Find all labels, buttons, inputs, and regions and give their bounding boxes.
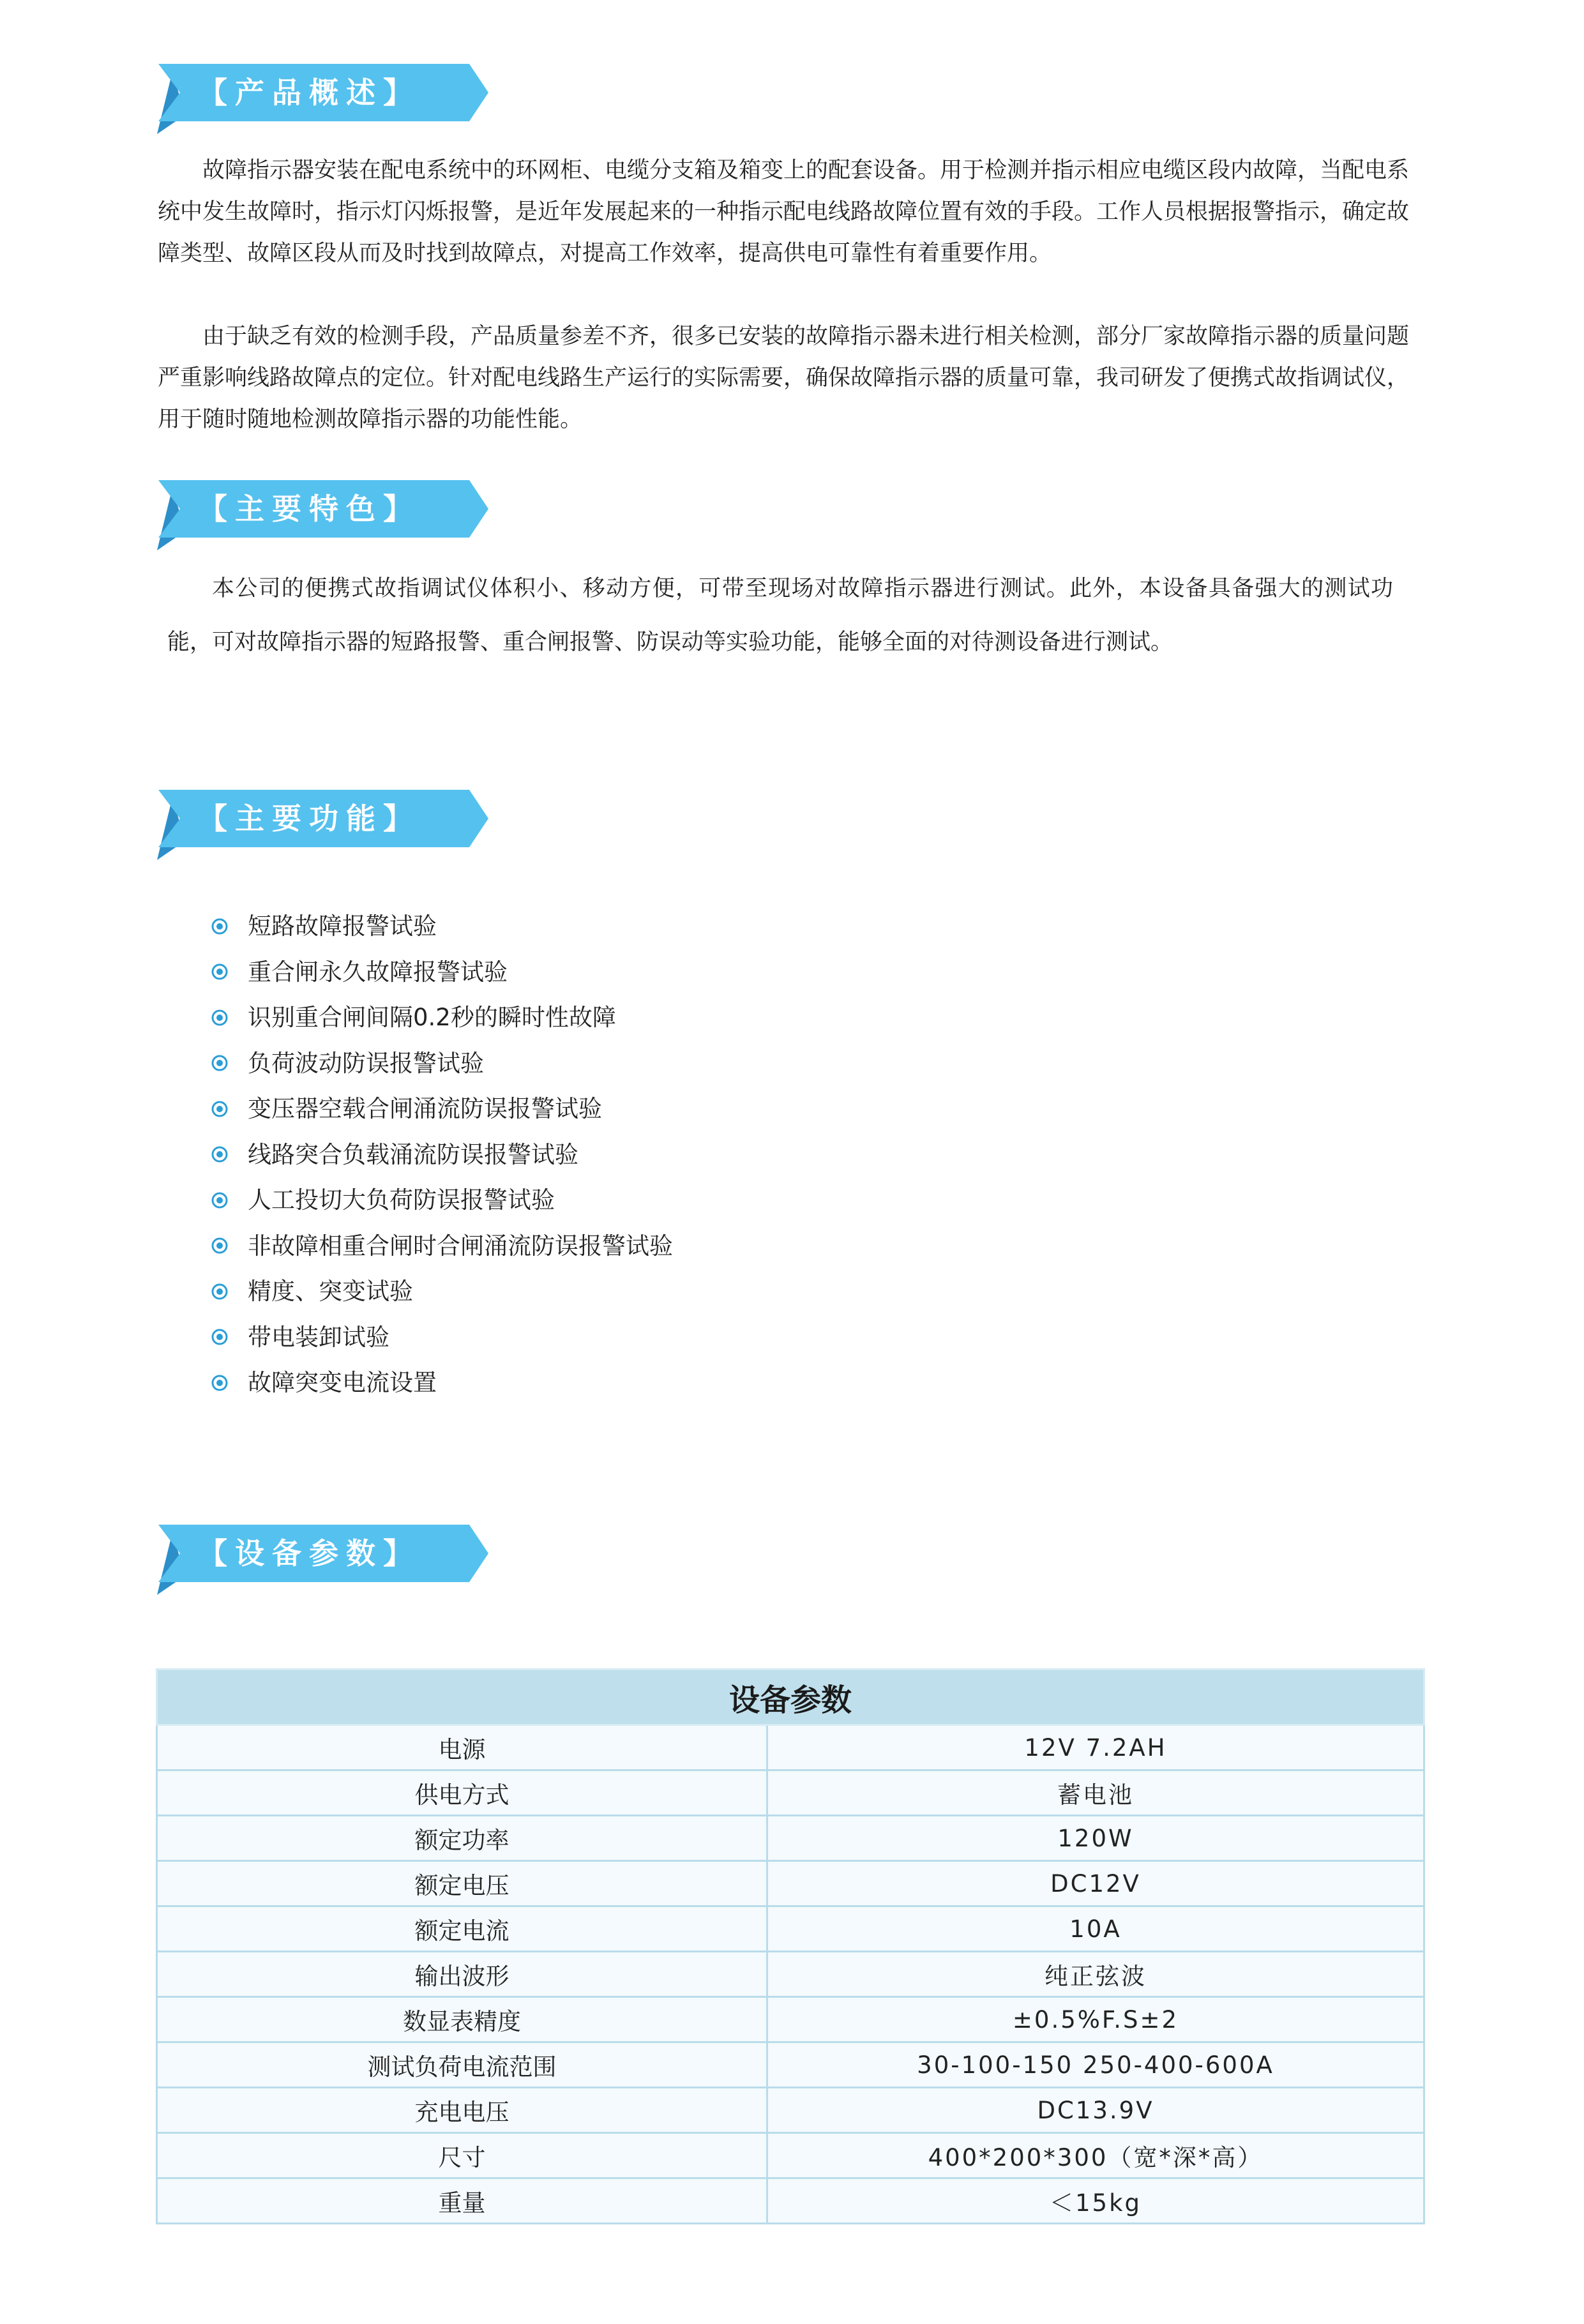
table-row — [157, 1997, 1424, 2042]
list-item — [211, 995, 673, 1041]
list-item — [211, 949, 673, 995]
section-header-features — [134, 480, 492, 550]
param-value-cell: 400*200*300（宽*深*高） — [767, 2133, 1424, 2178]
param-name-cell: 测试负荷电流范围 — [157, 2042, 767, 2088]
list-item-label: 短路故障报警试验 — [248, 912, 437, 940]
table-row — [157, 2042, 1424, 2088]
section-header-overview — [134, 64, 492, 134]
param-name-cell: 数显表精度 — [157, 1997, 767, 2042]
table-row — [157, 1952, 1424, 1997]
param-value-cell: DC12V — [767, 1861, 1424, 1906]
param-value-cell: 10A — [767, 1906, 1424, 1952]
overview-paragraph-2: 由于缺乏有效的检测手段，产品质量参差不齐，很多已安装的故障指示器未进行相关检测，部分厂家故障指示器的质量问题严重影响线路故障点的定位。针对配电线路生产运行的实际需要，确保故障指示器的质量可靠，我司研发了便携式故指调试仪，用于随时随地检测故障指示器的功能性能。 — [158, 324, 1410, 432]
param-name-cell: 尺寸 — [157, 2133, 767, 2178]
table-row — [157, 1906, 1424, 1952]
param-name-cell: 额定电流 — [157, 1906, 767, 1952]
section-header-functions — [134, 790, 492, 860]
param-value-cell: ＜15kg — [767, 2178, 1424, 2224]
param-name-cell: 重量 — [157, 2178, 767, 2224]
table-header-row — [157, 1670, 1424, 1725]
overview-paragraph-1: 故障指示器安装在配电系统中的环网柜、电缆分支箱及箱变上的配套设备。用于检测并指示相应电缆区段内故障，当配电系统中发生故障时，指示灯闪烁报警，是近年发展起来的一种指示配电线路故障位置有效的手段。工作人员根据报警指示，确定故障类型、故障区段从而及时找到故障点，对提高工作效率，提高供电可靠性有着重要作用。 — [158, 158, 1410, 266]
section-header-params — [134, 1525, 492, 1595]
circle-bullet-icon — [211, 1374, 229, 1392]
circle-bullet-icon — [211, 917, 229, 935]
param-name-cell: 电源 — [157, 1725, 767, 1770]
param-value-cell: 12V 7.2AH — [767, 1725, 1424, 1770]
list-item-label: 识别重合闸间隔0.2秒的瞬时性故障 — [248, 1004, 616, 1031]
list-item — [211, 1360, 673, 1406]
list-item-label: 重合闸永久故障报警试验 — [248, 958, 508, 986]
table-row — [157, 2088, 1424, 2133]
param-name-cell: 充电电压 — [157, 2088, 767, 2133]
table-title: 设备参数 — [157, 1670, 1424, 1725]
circle-bullet-icon — [211, 1283, 229, 1301]
function-list — [211, 903, 673, 1406]
circle-bullet-icon — [211, 1328, 229, 1346]
list-item — [211, 1041, 673, 1087]
list-item-label: 线路突合负载涌流防误报警试验 — [248, 1140, 578, 1168]
param-value-cell: 蓄电池 — [767, 1770, 1424, 1816]
param-value-cell: 30-100-150 250-400-600A — [767, 2042, 1424, 2088]
table-row — [157, 2178, 1424, 2224]
features-paragraph: 本公司的便携式故指调试仪体积小、移动方便，可带至现场对故障指示器进行测试。此外，本设备具备强大的测试功能，可对故障指示器的短路报警、重合闸报警、防误动等实验功能，能够全面的对待测设备进行测试。 — [167, 576, 1393, 655]
circle-bullet-icon — [211, 1054, 229, 1072]
params-table — [156, 1668, 1425, 2224]
list-item-label: 变压器空载合闸涌流防误报警试验 — [248, 1095, 602, 1122]
table-row — [157, 1725, 1424, 1770]
list-item — [211, 1086, 673, 1132]
list-item-label: 非故障相重合闸时合闸涌流防误报警试验 — [248, 1232, 673, 1260]
table-row — [157, 2133, 1424, 2178]
circle-bullet-icon — [211, 1100, 229, 1118]
section-title: 【产品概述】 — [198, 75, 420, 110]
section-title: 【设备参数】 — [198, 1536, 420, 1571]
list-item-label: 人工投切大负荷防误报警试验 — [248, 1186, 555, 1214]
circle-bullet-icon — [211, 1009, 229, 1027]
param-name-cell: 额定电压 — [157, 1861, 767, 1906]
circle-bullet-icon — [211, 1191, 229, 1209]
section-title: 【主要功能】 — [198, 801, 420, 836]
table-row — [157, 1816, 1424, 1861]
circle-bullet-icon — [211, 1145, 229, 1163]
param-value-cell: DC13.9V — [767, 2088, 1424, 2133]
list-item — [211, 903, 673, 949]
list-item-label: 带电装卸试验 — [248, 1323, 389, 1351]
list-item — [211, 1132, 673, 1178]
list-item — [211, 1269, 673, 1315]
list-item-label: 精度、突变试验 — [248, 1278, 413, 1305]
list-item — [211, 1177, 673, 1223]
param-name-cell: 额定功率 — [157, 1816, 767, 1861]
param-name-cell: 输出波形 — [157, 1952, 767, 1997]
list-item — [211, 1315, 673, 1361]
param-name-cell: 供电方式 — [157, 1770, 767, 1816]
param-value-cell: 纯正弦波 — [767, 1952, 1424, 1997]
section-title: 【主要特色】 — [198, 492, 420, 526]
list-item-label: 负荷波动防误报警试验 — [248, 1049, 484, 1077]
list-item-label: 故障突变电流设置 — [248, 1369, 437, 1396]
param-value-cell: 120W — [767, 1816, 1424, 1861]
table-row — [157, 1861, 1424, 1906]
table-row — [157, 1770, 1424, 1816]
circle-bullet-icon — [211, 1237, 229, 1255]
param-value-cell: ±0.5%F.S±2 — [767, 1997, 1424, 2042]
list-item — [211, 1223, 673, 1269]
circle-bullet-icon — [211, 963, 229, 981]
